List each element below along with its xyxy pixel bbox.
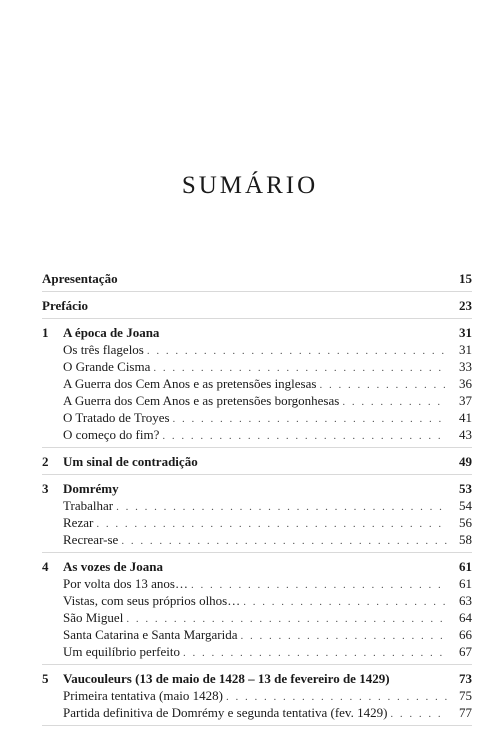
chapter-number: 2	[42, 454, 49, 469]
page-number: 77	[459, 705, 472, 720]
page-number: 36	[459, 376, 472, 391]
entry-title: Apresentação	[42, 271, 118, 286]
toc-entry	[42, 297, 472, 314]
page-number: 61	[459, 559, 472, 574]
page-number: 64	[459, 610, 472, 625]
entry-title: Um equilíbrio perfeito	[63, 644, 180, 659]
section-entry	[42, 626, 472, 643]
chapter-heading	[42, 453, 472, 470]
section-entry	[42, 341, 472, 358]
chapter-number: 5	[42, 671, 49, 686]
page-number: 31	[459, 342, 472, 357]
page-number: 73	[459, 671, 472, 686]
page-number: 41	[459, 410, 472, 425]
table-of-contents	[42, 266, 472, 726]
entry-title: O Tratado de Troyes	[63, 410, 170, 425]
entry-title: Um sinal de contradição	[63, 454, 198, 469]
dot-leader	[342, 394, 447, 411]
page-number: 49	[459, 454, 472, 469]
page-number: 61	[459, 576, 472, 591]
entry-title: Partida definitiva de Domrémy e segunda tentativa (fev. 1429)	[63, 705, 388, 720]
chapter-number: 3	[42, 481, 49, 496]
front-matter-entry	[42, 292, 472, 319]
dot-leader	[116, 499, 447, 516]
dot-leader	[183, 645, 447, 662]
entry-title: As vozes de Joana	[63, 559, 164, 574]
section-entry	[42, 358, 472, 375]
section-entry	[42, 392, 472, 409]
entry-title: Vaucouleurs (13 de maio de 1428 – 13 de fevereiro de 1429)	[63, 671, 390, 686]
entry-title: Recrear-se	[63, 532, 119, 547]
chapter-heading	[42, 480, 472, 497]
entry-title: Prefácio	[42, 298, 88, 313]
entry-title: Vistas, com seus próprios olhos…	[63, 593, 241, 608]
page-number: 33	[459, 359, 472, 374]
entry-title: Os três flagelos	[63, 342, 144, 357]
chapter-number: 4	[42, 559, 49, 574]
page-number: 66	[459, 627, 472, 642]
chapter-heading	[42, 324, 472, 341]
entry-title: São Miguel	[63, 610, 124, 625]
chapter-heading	[42, 670, 472, 687]
page-number: 31	[459, 325, 472, 340]
page-number: 23	[459, 298, 472, 313]
dot-leader	[147, 343, 447, 360]
entry-title: A Guerra dos Cem Anos e as pretensões inglesas	[63, 376, 317, 391]
entry-title: Trabalhar	[63, 498, 114, 513]
section-entry	[42, 514, 472, 531]
dot-leader	[240, 628, 447, 645]
entry-title: O Grande Cisma	[63, 359, 151, 374]
page-number: 43	[459, 427, 472, 442]
toc-entry	[42, 270, 472, 287]
chapter-heading	[42, 558, 472, 575]
section-entry	[42, 531, 472, 548]
chapter-group	[42, 319, 472, 448]
entry-title: A época de Joana	[63, 325, 160, 340]
page-title: SUMÁRIO	[181, 171, 319, 199]
section-entry	[42, 497, 472, 514]
page-number: 54	[459, 498, 472, 513]
section-entry	[42, 643, 472, 660]
section-entry	[42, 704, 472, 721]
dot-leader	[173, 411, 447, 428]
page-number: 37	[459, 393, 472, 408]
dot-leader	[390, 706, 447, 723]
chapter-group	[42, 475, 472, 553]
page-number: 67	[459, 644, 472, 659]
dot-leader	[162, 428, 447, 445]
page-number: 63	[459, 593, 472, 608]
section-entry	[42, 687, 472, 704]
entry-title: O começo do fim?	[63, 427, 160, 442]
section-entry	[42, 592, 472, 609]
entry-title: Primeira tentativa (maio 1428)	[63, 688, 223, 703]
dot-leader	[96, 516, 447, 533]
section-entry	[42, 426, 472, 443]
section-entry	[42, 375, 472, 392]
dot-leader	[121, 533, 447, 550]
section-entry	[42, 609, 472, 626]
section-entry	[42, 409, 472, 426]
entry-title: Domrémy	[63, 481, 119, 496]
page-number: 53	[459, 481, 472, 496]
chapter-group	[42, 665, 472, 726]
page-number: 15	[459, 271, 472, 286]
entry-title: Santa Catarina e Santa Margarida	[63, 627, 238, 642]
chapter-group	[42, 553, 472, 665]
front-matter-entry	[42, 266, 472, 292]
dot-leader	[243, 594, 447, 611]
entry-title: A Guerra dos Cem Anos e as pretensões borgonhesas	[63, 393, 340, 408]
page-number: 58	[459, 532, 472, 547]
entry-title: Por volta dos 13 anos…	[63, 576, 188, 591]
chapter-group	[42, 448, 472, 475]
entry-title: Rezar	[63, 515, 94, 530]
chapter-number: 1	[42, 325, 49, 340]
page-number: 56	[459, 515, 472, 530]
section-entry	[42, 575, 472, 592]
page-number: 75	[459, 688, 472, 703]
